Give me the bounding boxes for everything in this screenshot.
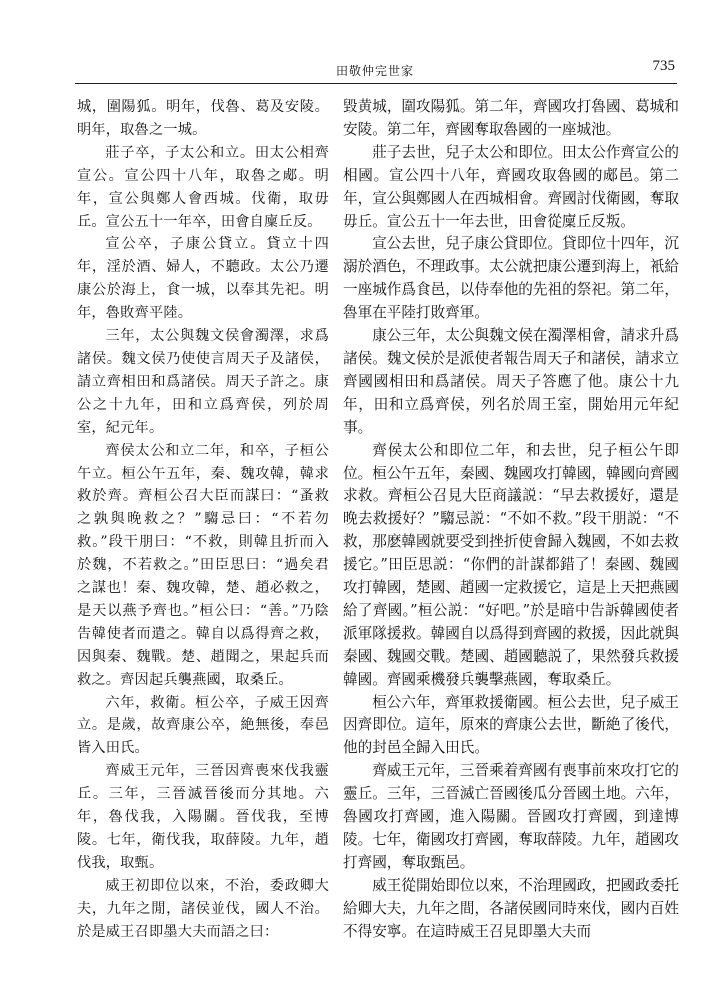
translation-paragraph: 毀黄城，圍攻陽狐。第二年，齊國攻打魯國、葛城和安陵。第二年，齊國奪取魯國的一座城池。 bbox=[343, 98, 679, 138]
running-title: 田敬仲完世家 bbox=[335, 64, 414, 78]
classical-paragraph: 齊威王元年，三晉因齊喪來伐我靈丘。三年，三晉滅晉後而分其地。六年，魯伐我，入陽關。晉伐我，至博陵。七年，衛伐我，取薛陵。九年，趙伐我，取甄。 bbox=[77, 763, 329, 871]
classical-paragraph: 六年，救衛。桓公卒，子威王因齊立。是歲，故齊康公卒，絶無後，奉邑皆入田氏。 bbox=[77, 694, 329, 757]
classical-paragraph: 莊子卒，子太公和立。田太公相齊宣公。宣公四十八年，取魯之郕。明年，宣公與鄭人會西城。伐衛，取毋丘。宣公五十一年卒，田會自廩丘反。 bbox=[77, 144, 329, 230]
translation-paragraph: 康公三年，太公與魏文侯在濁澤相會，請求升爲諸侯。魏文侯於是派使者報告周天子和諸侯，請求立齊國國相田和爲諸侯。周天子答應了他。康公十九年，田和立爲齊侯，列名於周王室，開始用元年紀事。 bbox=[343, 327, 679, 436]
header-rule bbox=[75, 83, 677, 84]
translation-paragraph: 宣公去世，兒子康公貸即位。貸即位十四年，沉溺於酒色，不理政事。太公就把康公遷到海上，衹給一座城作爲食邑，以侍奉他的先祖的祭祀。第二年，魯軍在平陸打敗齊軍。 bbox=[343, 235, 679, 322]
translation-paragraph: 莊子去世，兒子太公和即位。田太公作齊宣公的相國。宣公四十八年，齊國攻取魯國的郕邑。第二年，宣公與鄭國人在西城相會。齊國討伐衛國，奪取毋丘。宣公五十一年去世，田會從廩丘反叛。 bbox=[343, 143, 679, 230]
classical-paragraph: 威王初即位以來，不治，委政卿大夫，九年之閒，諸侯並伐，國人不治。於是威王召即墨大夫而語之曰： bbox=[77, 877, 329, 940]
modern-translation-column bbox=[343, 96, 679, 944]
page-header bbox=[75, 58, 675, 82]
translation-paragraph: 威王從開始即位以來，不治理國政，把國政委托給卿大夫，九年之間，各諸侯國同時來伐，國内百姓不得安寧。在這時威王召見即墨大夫而 bbox=[343, 876, 679, 940]
classical-paragraph: 齊侯太公和立二年，和卒，子桓公午立。桓公午五年，秦、魏攻韓，韓求救於齊。齊桓公召大臣而謀曰：“蚤救之孰與晚救之？”騶忌曰：“不若勿救。”段干朋曰：“不救，則韓且折而入於魏，不若救之。”田臣思曰：“過矣君之謀也！秦、魏攻韓，楚、趙必救之，是天以燕予齊也。”桓公曰：“善。”乃陰告韓使者而遣之。韓自以爲得齊之救，因與秦、魏戰。楚、趙聞之，果起兵而救之。齊因起兵襲燕國，取桑丘。 bbox=[77, 442, 329, 688]
translation-paragraph: 桓公六年，齊軍救援衛國。桓公去世，兒子威王因齊即位。這年，原來的齊康公去世，斷絶了後代，他的封邑全歸入田氏。 bbox=[343, 693, 679, 757]
translation-paragraph: 齊侯太公和即位二年，和去世，兒子桓公午即位。桓公午五年，秦國、魏國攻打韓國，韓國向齊國求救。齊桓公召見大臣商議説：“早去救援好，還是晚去救援好？”騶忌説：“不如不救。”段干朋説：“不救，那麽韓國就要受到挫折使會歸入魏國，不如去救援它。”田臣思説：“你們的計謀都錯了！秦國、魏國攻打韓國，楚國、趙國一定救援它，這是上天把燕國給了齊國。”桓公説：“好吧。”於是暗中告訴韓國使者派軍隊援救。韓國自以爲得到齊國的救援，因此就與秦國、魏國交戰。楚國、趙國聽説了，果然發兵救援韓國。齊國乘機發兵襲擊燕國，奪取桑丘。 bbox=[343, 441, 679, 688]
translation-paragraph: 齊威王元年，三晉乘着齊國有喪事前來攻打它的靈丘。三年，三晉滅亡晉國後瓜分晉國土地。六年，魯國攻打齊國，進入陽關。晉國攻打齊國，到達博陵。七年，衛國攻打齊國，奪取薛陵。九年，趙國攻打齊國，奪取甄邑。 bbox=[343, 762, 679, 871]
classical-paragraph: 三年，太公與魏文侯會濁澤，求爲諸侯。魏文侯乃使使言周天子及諸侯，請立齊相田和爲諸侯。周天子許之。康公之十九年，田和立爲齊侯，列於周室，紀元年。 bbox=[77, 328, 329, 436]
classical-paragraph: 城，圍陽狐。明年，伐魯、葛及安陵。明年，取魯之一城。 bbox=[77, 99, 329, 138]
classical-text-column bbox=[77, 96, 329, 944]
page-number: 735 bbox=[652, 58, 675, 74]
classical-paragraph: 宣公卒，子康公貸立。貸立十四年，淫於酒、婦人，不聽政。太公乃遷康公於海上，食一城，以奉其先祀。明年，魯敗齊平陸。 bbox=[77, 236, 329, 322]
